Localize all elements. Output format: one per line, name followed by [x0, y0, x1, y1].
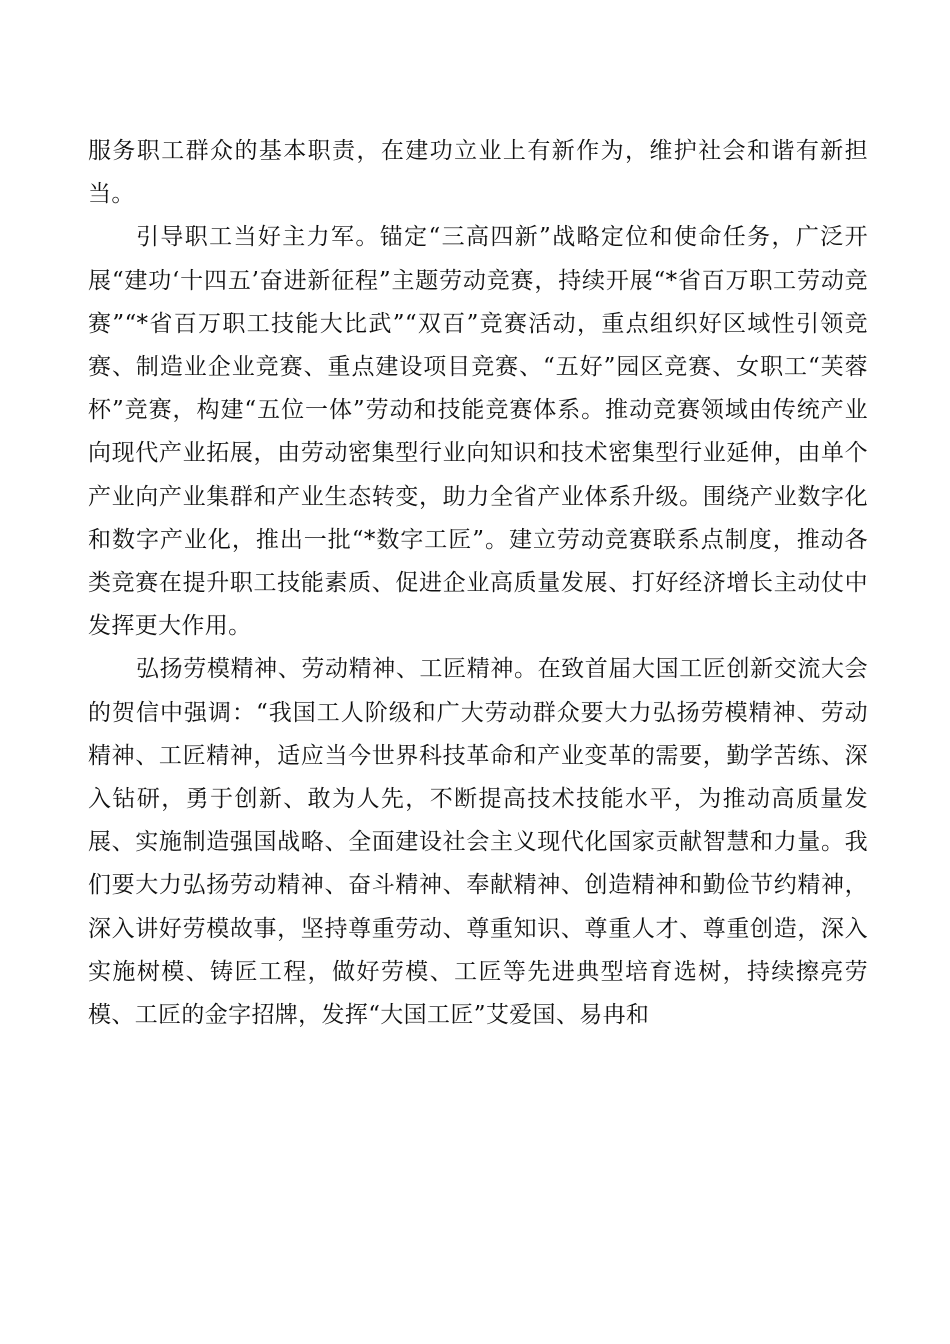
paragraph-1: 服务职工群众的基本职责，在建功立业上有新作为，维护社会和谐有新担当。: [88, 138, 868, 208]
paragraph-2: 引导职工当好主力军。锚定“三高四新”战略定位和使命任务，广泛开展“建功‘十四五’奋进新征程”主题劳动竞赛，持续开展“*省百万职工劳动竞赛”“*省百万职工技能大比武”“双百”竞赛活动，重点组织好区域性引领竞赛、制造业企业竞赛、重点建设项目竞赛、“五好”园区竞赛、女职工“芙蓉杯”竞赛，构建“五位一体”劳动和技能竞赛体系。推动竞赛领域由传统产业向现代产业拓展，由劳动密集型行业向知识和技术密集型行业延伸，由单个产业向产业集群和产业生态转变，助力全省产业体系升级。围绕产业数字化和数字产业化，推出一批“*数字工匠”。建立劳动竞赛联系点制度，推动各类竞赛在提升职工技能素质、促进企业高质量发展、打好经济增长主动仗中发挥更大作用。: [88, 224, 868, 640]
document-body: [88, 130, 868, 1037]
paragraph-3: 弘扬劳模精神、劳动精神、工匠精神。在致首届大国工匠创新交流大会的贺信中强调：“我国工人阶级和广大劳动群众要大力弘扬劳模精神、劳动精神、工匠精神，适应当今世界科技革命和产业变革的需要，勤学苦练、深入钻研，勇于创新、敢为人先，不断提高技术技能水平，为推动高质量发展、实施制造强国战略、全面建设社会主义现代化国家贡献智慧和力量。我们要大力弘扬劳动精神、奋斗精神、奉献精神、创造精神和勤俭节约精神，深入讲好劳模故事，坚持尊重劳动、尊重知识、尊重人才、尊重创造，深入实施树模、铸匠工程，做好劳模、工匠等先进典型培育选树，持续擦亮劳模、工匠的金字招牌，发挥“大国工匠”艾爱国、易冉和: [88, 656, 868, 1029]
